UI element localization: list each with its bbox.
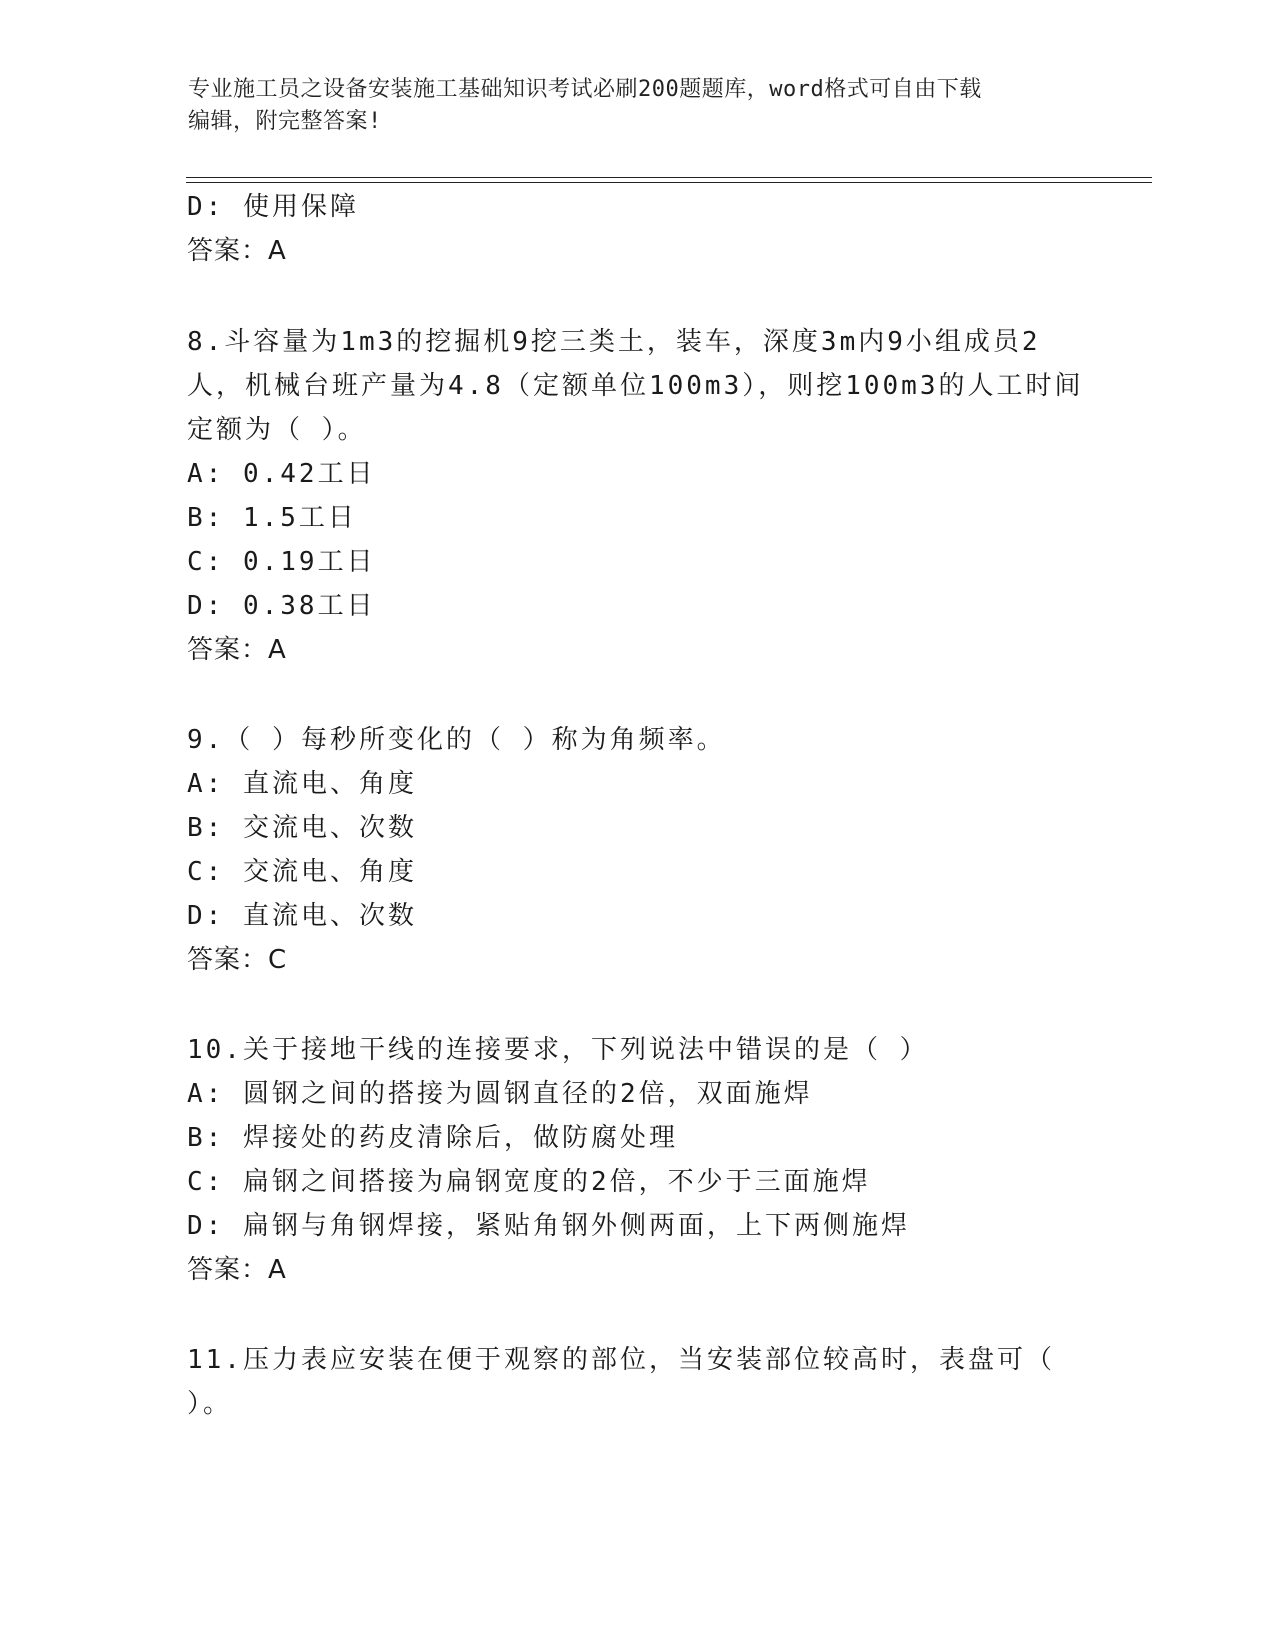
header-divider-bottom — [186, 182, 1152, 183]
q10-option-a: A: 圆钢之间的搭接为圆钢直径的2倍，双面施焊 — [187, 1079, 813, 1109]
q10-stem-line-1: 10.关于接地干线的连接要求，下列说法中错误的是（ ） — [187, 1035, 929, 1065]
q9-option-b: B: 交流电、次数 — [187, 813, 417, 843]
q11-stem-line-1: 11.压力表应安装在便于观察的部位，当安装部位较高时，表盘可（ — [187, 1345, 1055, 1375]
q9-stem-line-1: 9.（ ）每秒所变化的（ ）称为角频率。 — [187, 725, 726, 755]
q8-stem-line-1: 8.斗容量为1m3的挖掘机9挖三类土，装车，深度3m内9小组成员2 — [187, 327, 1041, 357]
q8-option-d: D: 0.38工日 — [187, 591, 376, 621]
q9-option-c: C: 交流电、角度 — [187, 857, 417, 887]
q9-answer: 答案：C — [187, 945, 288, 975]
q10-option-d: D: 扁钢与角钢焊接，紧贴角钢外侧两面，上下两侧施焊 — [187, 1211, 910, 1241]
header-divider-top — [186, 177, 1152, 178]
q7-option-d: D: 使用保障 — [187, 192, 359, 222]
q8-stem-line-2: 人，机械台班产量为4.8（定额单位100m3），则挖100m3的人工时间 — [187, 371, 1084, 401]
q8-option-a: A: 0.42工日 — [187, 459, 376, 489]
q8-stem-line-3: 定额为（ ）。 — [187, 415, 367, 445]
header-line-2: 编辑，附完整答案! — [188, 109, 382, 134]
q9-option-d: D: 直流电、次数 — [187, 901, 417, 931]
header-line-1: 专业施工员之设备安装施工基础知识考试必刷200题题库，word格式可自由下载 — [188, 77, 982, 102]
q8-option-b: B: 1.5工日 — [187, 503, 357, 533]
q8-option-c: C: 0.19工日 — [187, 547, 376, 577]
q8-answer: 答案：A — [187, 635, 287, 665]
page-header — [188, 74, 1068, 138]
q10-option-c: C: 扁钢之间搭接为扁钢宽度的2倍，不少于三面施焊 — [187, 1167, 871, 1197]
q10-answer: 答案：A — [187, 1255, 287, 1285]
q7-answer: 答案：A — [187, 236, 287, 266]
q9-option-a: A: 直流电、角度 — [187, 769, 417, 799]
q10-option-b: B: 焊接处的药皮清除后，做防腐处理 — [187, 1123, 678, 1153]
q11-stem-line-2: ）。 — [187, 1389, 233, 1419]
